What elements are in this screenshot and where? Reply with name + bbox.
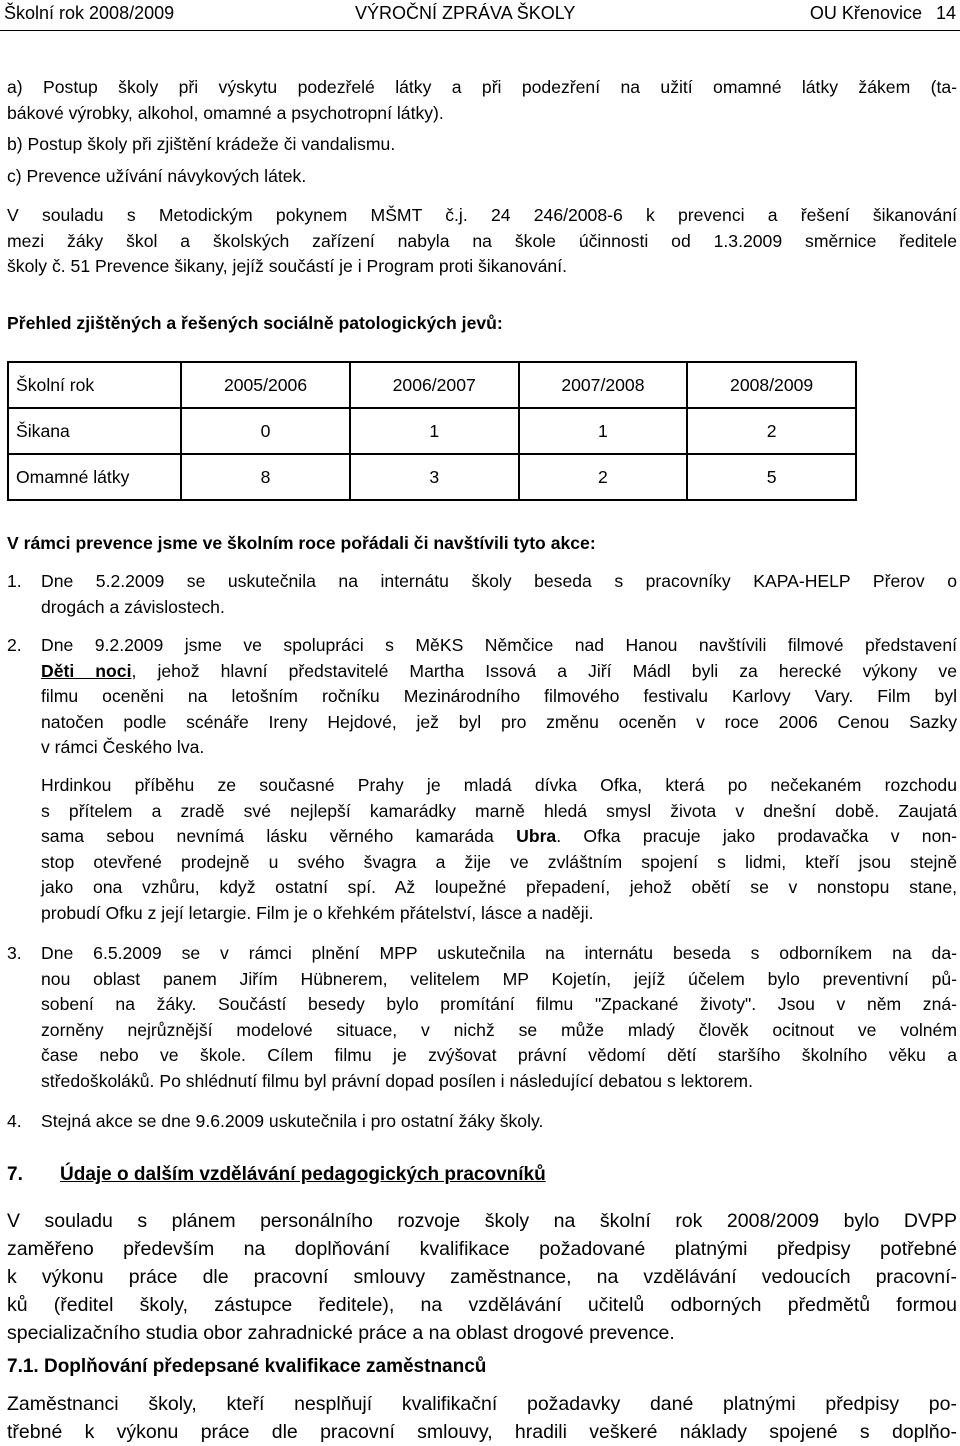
table-header-cell: Školní rok bbox=[8, 362, 181, 408]
section71-line1: Zaměstnanci školy, kteří nesplňují kvalifikační požadavky dané platnými předpisy po- bbox=[7, 1393, 957, 1415]
table-header-cell: 2007/2008 bbox=[519, 362, 688, 408]
list-item bbox=[41, 569, 957, 620]
intro-paragraph bbox=[7, 203, 957, 280]
item3-line3: sobení na žáky. Součástí besedy bylo promítání filmu "Zpackané životy". Jsou v něm zná- bbox=[41, 994, 957, 1014]
section7-line4: ků (ředitel školy, zástupce ředitele), na vzdělávání učitelů odborných předmětů formou bbox=[7, 1294, 957, 1316]
header-school-label: OU Křenovice bbox=[809, 3, 922, 23]
film-desc-line6: probudí Ofku z její letargie. Film je o křehkém přátelství, lásce a naději. bbox=[41, 902, 594, 923]
header-school-year: Školní rok 2008/2009 bbox=[4, 3, 175, 23]
header-report-title: VÝROČNÍ ZPRÁVA ŠKOLY bbox=[355, 3, 576, 23]
page-header bbox=[0, 0, 960, 31]
film-desc-line2: s přítelem a zradě své nejlepší kamarádky marně hledá smysl života v dnešní době. Zaujatá bbox=[41, 800, 957, 821]
item3-line6: středoškoláků. Po shlédnutí filmu byl právní dopad posílen i následující debatou s lektorem. bbox=[41, 1070, 753, 1091]
item2-line3: filmu oceněni na letošním ročníku Mezinárodního filmového festivalu Karlovy Vary. Film byl bbox=[41, 686, 957, 706]
intro-paragraph-line1: V souladu s Metodickým pokynem MŠMT č.j. 24 246/2008-6 k prevenci a řešení šikanování bbox=[7, 205, 957, 225]
item2-line5: v rámci Českého lva. bbox=[41, 737, 205, 757]
section71-paragraph bbox=[7, 1390, 957, 1446]
header-school-name bbox=[810, 3, 956, 24]
item3-line2: nou oblast panem Jiřím Hübnerem, velitelem MP Kojetín, jejíž účelem bylo preventivní pů- bbox=[41, 968, 957, 989]
list-item bbox=[41, 1109, 957, 1135]
item3-line5: čase nebo ve škole. Cílem filmu je zvýšovat právní vědomí dětí staršího školního věku a bbox=[41, 1045, 957, 1065]
table-cell: Omamné látky bbox=[8, 454, 181, 500]
table-cell: 1 bbox=[350, 408, 519, 454]
prevention-heading: V rámci prevence jsme ve školním roce pořádali či navštívili tyto akce: bbox=[7, 533, 596, 553]
intro-item-a-line1: a) Postup školy při výskytu podezřelé látky a při podezření na užití omamné látky žákem (ta- bbox=[7, 77, 957, 97]
section71-title: 7.1. Doplňování předepsané kvalifikace zaměstnanců bbox=[7, 1356, 487, 1377]
section71-line2: třebné k výkonu práce dle pracovní smlouvy, hradili veškeré náklady spojené s doplňo- bbox=[7, 1421, 957, 1443]
film-title: Děti noci bbox=[41, 660, 132, 681]
table-cell: 2 bbox=[519, 454, 688, 500]
film-desc-line1: Hrdinkou příběhu ze současné Prahy je mladá dívka Ofka, která po nečekaném rozchodu bbox=[41, 775, 957, 795]
section7-line2: zaměřeno především na doplňování kvalifikace požadované platnými předpisy potřebné bbox=[7, 1238, 957, 1260]
item3-line1: Dne 6.5.2009 se v rámci plnění MPP uskutečnila na internátu beseda s odborníkem na da- bbox=[41, 943, 957, 963]
list-item-number: 2. bbox=[7, 635, 22, 655]
section7-line3: k výkonu práce dle pracovní smlouvy zaměstnance, na vzdělávání vedoucích pracovní- bbox=[7, 1266, 957, 1288]
table-header-row bbox=[8, 362, 856, 408]
item2-line1: Dne 9.2.2009 jsme ve spolupráci s MěKS Němčice nad Hanou navštívili filmové představení bbox=[41, 635, 957, 655]
table-cell: 0 bbox=[181, 408, 350, 454]
list-item-number: 4. bbox=[7, 1111, 22, 1131]
table-cell: Šikana bbox=[8, 408, 181, 454]
table-cell: 1 bbox=[519, 408, 688, 454]
item1-line2: drogách a závislostech. bbox=[41, 596, 225, 617]
intro-item-a-line2: bákové výrobky, alkohol, omamné a psychotropní látky). bbox=[7, 102, 444, 123]
item2-line4: natočen podle scénáře Ireny Hejdové, jež byl pro změnu oceněn v roce 2006 Cenou Sazky bbox=[41, 711, 957, 732]
table-header-cell: 2008/2009 bbox=[687, 362, 856, 408]
list-item-number: 1. bbox=[7, 571, 22, 591]
item4-line1: Stejná akce se dne 9.6.2009 uskutečnila i pro ostatní žáky školy. bbox=[41, 1111, 544, 1131]
intro-paragraph-line3: školy č. 51 Prevence šikany, jejíž součástí je i Program proti šikanování. bbox=[7, 256, 567, 276]
film-desc-line3-c: . Ofka pracuje jako prodavačka v non- bbox=[556, 826, 957, 846]
item2-line2 bbox=[41, 659, 957, 685]
film-desc-line3-a: sama sebou nevnímá lásku věrného kamaráda bbox=[41, 826, 517, 846]
section7-number: 7. bbox=[7, 1164, 23, 1185]
list-item bbox=[41, 633, 957, 761]
intro-item-c: c) Prevence užívání návykových látek. bbox=[7, 165, 307, 186]
section7-line1: V souladu s plánem personálního rozvoje školy na školní rok 2008/2009 bylo DVPP bbox=[7, 1210, 957, 1232]
overview-heading: Přehled zjištěných a řešených sociálně patologických jevů: bbox=[7, 313, 503, 333]
item3-line4: zorněny nejrůznější modelové situace, v nichž se může mladý člověk ocitnout ve volném bbox=[41, 1019, 957, 1040]
page-number: 14 bbox=[935, 3, 956, 23]
character-name: Ubra bbox=[516, 826, 557, 846]
table-header-cell: 2006/2007 bbox=[350, 362, 519, 408]
film-desc-line5: jako ona vzhůru, když ostatní spí. Až loupežné přepadení, jehož obětí se v nonstopu stane, bbox=[41, 877, 957, 897]
film-desc-line3 bbox=[41, 824, 957, 850]
section7-line5: specializačního studia obor zahradnické práce a na oblast drogové prevence. bbox=[7, 1322, 675, 1344]
table-cell: 3 bbox=[350, 454, 519, 500]
table-row bbox=[8, 408, 856, 454]
table-header-cell: 2005/2006 bbox=[181, 362, 350, 408]
incidents-table bbox=[7, 361, 857, 501]
film-desc-line4: stop otevřené prodejně u svého švagra a žije ve zvláštním spojení s lidmi, kteří jsou stejně bbox=[41, 851, 957, 872]
intro-item-b: b) Postup školy při zjištění krádeže či vandalismu. bbox=[7, 134, 396, 154]
item1-line1: Dne 5.2.2009 se uskutečnila na internátu školy beseda s pracovníky KAPA-HELP Přerov o bbox=[41, 571, 957, 591]
table-row bbox=[8, 454, 856, 500]
intro-list bbox=[7, 75, 957, 189]
section7-paragraph bbox=[7, 1207, 957, 1347]
table-cell: 5 bbox=[687, 454, 856, 500]
list-item bbox=[41, 941, 957, 1094]
table-cell: 8 bbox=[181, 454, 350, 500]
intro-paragraph-line2: mezi žáky škol a školských zařízení nabyla na škole účinnosti od 1.3.2009 směrnice ředitele bbox=[7, 230, 957, 251]
item2-film-description bbox=[41, 773, 957, 926]
list-item-number: 3. bbox=[7, 943, 22, 963]
item2-line2-rest: , jehož hlavní představitelé Martha Issová a Jiří Mádl byli za herecké výkony ve bbox=[131, 660, 957, 681]
table-cell: 2 bbox=[687, 408, 856, 454]
section7-title: Údaje o dalším vzdělávání pedagogických pracovníků bbox=[60, 1164, 546, 1185]
